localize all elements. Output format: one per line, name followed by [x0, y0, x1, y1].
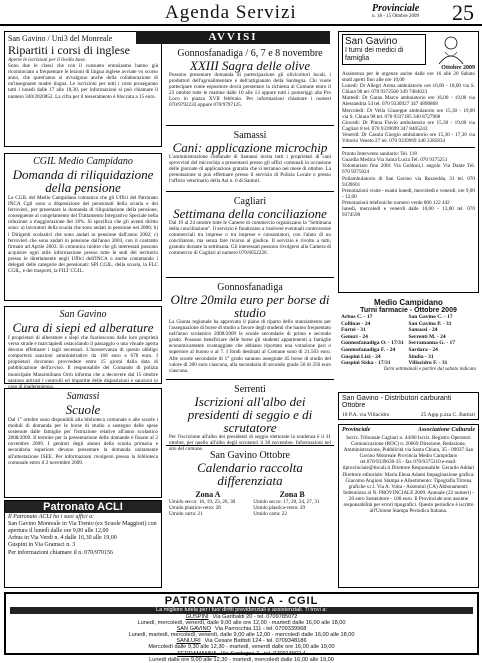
- acli-footer: Per informazioni chiamare il n. 070/970156: [8, 550, 113, 556]
- inca-text: Via Parrocchia 111 - tel. 0709339968: [214, 626, 307, 633]
- zone-a-row: Umido secco: 16, 19, 23, 26, 30: [169, 499, 236, 505]
- acli-box: [4, 500, 162, 588]
- article-siepi: [4, 306, 162, 390]
- farmacia-entry: Serramanna G. - 17: [408, 340, 455, 347]
- article-kicker: San Gavino: [59, 309, 107, 320]
- inca-city: SAN GAVINO: [176, 626, 211, 633]
- article-headline: XXIII Sagra delle olive: [189, 58, 311, 73]
- inca-city: SERRAMANNA: [177, 650, 217, 657]
- article-headline: Oltre 20mila euro per borse di studio: [170, 292, 330, 320]
- farmacia-entry: Gonnosfanadiga O. - 17/31: [341, 340, 404, 347]
- article-kicker: San Gavino Ottobre: [210, 450, 290, 461]
- zone-b-row: Umido plastica-vetro: 29: [253, 505, 306, 512]
- medici-extra: Prenotazioni telefoniche numero verde 800 122 442: [342, 199, 450, 206]
- carburanti-entry: 25 Agip p.zza C. Battisti: [420, 412, 475, 418]
- medici-intro: Assistenza per le urgenze anche dalle ore 16 alle 20 Sabato studi aperti fino alle ore 10,00: [342, 71, 475, 84]
- article-headline: Iscrizioni all'albo dei presidenti di seggio e di scrutatore: [187, 394, 313, 435]
- article-body: Dal 1° ottobre sono disponibili alla biblioteca comunale e alle scuole i moduli di domanda per le borse di studio a sostegno delle spese sostenute dalle famiglie per l'istruzione relative all'anno scolastico 2008/2009. Il termine per la presentazione delle domande è fissato al 2 novembre 2009. I genitori degli alunni della scuola primaria e secondaria superiore devono presentare la domanda unitamente all'attestazione ISEE. Per informazioni rivolgersi presso la biblioteca comunale entro il 2 novembre 2009.: [8, 417, 158, 466]
- article-kicker: Gonnosfanadiga / 6, 7 e 8 novembre: [177, 48, 323, 59]
- article-body: La CGIL del Medio Campidano comunica che gli Uffici del Patronato INCA Cgil sono a disposizione dei pensionati della scuola e dei ferrovieri, per presentare la domanda di riliquidazione della pensione, conseguente al congelamento del Trattamento Integrativo Speciale nella riduzione a maggiorazione del 18%. Si specifica che gli aventi diritto sono: a) lavoratori della scuola che sono andati in pensione nel 2006; b) i Dirigenti scolastici che sono andati in pensione dall'anno 2002; c) ferrovieri che sono andati in pensione dall'anno 2003, con il contratto firmato ad Aprile 2003. Si comunica inoltre che gli interessati possono acquisire ogni utile informazione presso tutte le sedi del territorio presso le direttamente negli Uffici dell'INCA o anche contattando i delegati delle categorie dei pensionati: SPI CGIL, della scuola, la FLC CGIL, e dei trasporti, la FILT CGIL.: [8, 195, 158, 275]
- doctor-illustration: [429, 34, 475, 64]
- medici-row: Martedì: Dr Garau Marco ambulatorio ore 16,00 - 19,00 via Alessandria 54 tel. 070 9330927 347 4890868: [342, 95, 475, 108]
- farmacia-entry: Sindia - 31: [408, 353, 434, 360]
- zone-b-row: Umido secco: 17, 20, 24, 27, 31: [253, 499, 320, 505]
- rifiuti-box: [166, 448, 334, 526]
- inca-city: SANLURI: [176, 638, 201, 645]
- farmacia-entry: Guspini Lixi - 24: [341, 353, 381, 360]
- article-body: Sono due le classi che con il consueto entusiasmo hanno già ricominciato a frequentare le lezioni di lingua inglese avviate vo scorso anno, che quest'anno si avvalgono anche della collaborazione di un'insegnante madre lingua. Le iscrizioni per tutti i corsi proseguono tutti i lunedì dalle 17 alle 18,30, per informazioni si può chiamare il numero 340/2820852. La cifra per il tesseramento è bloccata a 15 euro.: [8, 63, 158, 100]
- medici-row: Giovedì: Dr Pinna Flavio ambulatorio ore 15,30 - 19,00 via Cagliari 8 tel. 070 9339699 347 8405243: [342, 119, 475, 132]
- acli-intro: Il Patronato ACLI ha i suoi uffici a:: [8, 514, 95, 520]
- page-header: [0, 0, 482, 26]
- article-headline: Settimana della conciliazione: [173, 206, 327, 221]
- farmacie-subtitle: Turni farmacie - Ottobre 2009: [360, 307, 457, 314]
- medici-extra: Volontariato fino 2001 Via Goldoni,1 angolo Via Dante Tel. 070 9375024: [342, 163, 475, 176]
- article-body: I proprietari di alberature e siepi che fuoriescono dalle loro proprietà verso strade e marciapiedi ostacolando il passaggio o una visuale aperta devono effettuare i tagli necessari. L'inosservanza di questo obbligo comporterà sanzioni amministrative da 168 euro a 678 euro. I proprietari dovranno provvedere entro 15 giorni dalla data di pubblicazione dell'avviso. Il responsabile del Comando di polizia municipale Massimiliano Orrù informa che a decorrere dal 15 ottobre saranno attivati i controlli ed impartite delle disposizioni e sanzioni in caso di inadempienza.: [8, 335, 158, 390]
- medici-title: San Gavino: [345, 36, 398, 47]
- inca-text: Lunedì, mercoledì, venerdì, dalle 9,00 alle ore 12,00 - martedì dalle 16,00 alle 18,00: [137, 620, 346, 627]
- inca-text: Via Cesare Battisti 124 - tel. 0709348186: [204, 638, 307, 645]
- farmacia-entry: Samassi - 24: [408, 327, 438, 334]
- issue-date: n. 18 - 15 Ottobre 2009: [372, 14, 419, 19]
- article-kicker: CGIL Medio Campidano: [33, 156, 133, 167]
- farmacie-note: Turni settimanali e partire dal sabato indicato: [383, 366, 476, 372]
- zone-b-row: Umido carta: 22: [253, 511, 287, 518]
- medici-row: Lunedì: Dr Allegri Arena ambulatorio ore 16,00 - 18,00 via S. Chiara 98 tel. 070 9372560 349 7484023: [342, 83, 475, 96]
- farmacia-entry: Sardara - 24: [408, 346, 438, 353]
- medici-extra: Prenotazioni visite - esami lunedì, mercoledì e venerdì, ore 9,00 - 12,00: [342, 187, 475, 200]
- article-inglese: [4, 31, 162, 147]
- medici-extra: lunedì, mercoledì e venerdì dalle 10,00 - 13,00 tel. 070 9374590: [342, 205, 475, 219]
- medici-row: Venerdì: Dr Casula Giorgio ambulatorio ore 15,30 - 17,30 via Vittorio Veneto 27 tel. 070 9339969 340 3385834: [342, 131, 475, 145]
- medici-box: [338, 31, 479, 293]
- article-kicker: Gonnosfanadiga: [217, 282, 283, 293]
- medici-subtitle: I turni dei medici di famiglia: [345, 47, 404, 62]
- carburanti-entry: 18 P.A. via Villacidro: [342, 412, 390, 418]
- article-borse: [166, 280, 334, 380]
- article-headline: Ripartiti i corsi di inglese: [8, 43, 130, 57]
- zone-a-row: Umido plastica-vetro: 28: [169, 505, 221, 512]
- section-title: Agenda Servizi: [165, 2, 297, 23]
- inca-text: Mercoledì dalle 9,30 alle 12,30 - martedì, venerdì dalle ore 16,00 alle 19,00: [148, 644, 335, 651]
- inca-text: Lunedì dalle ore 9,00 alle 12,30 - martedì, mercoledì dalle 16,00 alle 19,00: [149, 656, 334, 663]
- inca-title: PATRONATO INCA - CGIL: [164, 595, 319, 607]
- carburanti-title: San Gavino - Distributori carburanti Ottobre: [342, 395, 452, 409]
- medici-month: Ottobre 2009: [441, 65, 475, 71]
- article-conciliazione: [166, 194, 334, 278]
- inca-text: Lunedì, martedì, mercoledì, venerdì, dalle 9,00 alle 12,00 - mercoledì dalle 16,00 alle 18,00: [128, 632, 355, 639]
- article-body: Possono presentare domanda di partecipazione gli olivicoltori locali, i produttori dell'agroalimentare e dell'artigianato della Sardegna. Chi vuole partecipare come espositore dovrà presentare la richiesta al Comune entro il 23 ottobre tutte le mattine dalle 10 alle 13 oppure tutti i pomeriggi alla Pro Loco in piazza XVII febbraio. Per informazioni chiamare i numeri 070/9792233 oppure 070/9797125.: [169, 72, 331, 109]
- article-headline: Calendario raccolta differenziata: [197, 460, 303, 488]
- acli-item: Arbus in Via Verdi n. 4 dalle 16,30 alle 19,00: [8, 535, 117, 541]
- article-headline: Cura di siepi ed alberature: [12, 320, 154, 335]
- farmacia-entry: Collinas - 24: [341, 320, 371, 327]
- farmacia-entry: San Gavino C. - 17: [408, 314, 453, 320]
- inca-subtitle: La migliore tutela per i tuoi diritti previdenziali e assistenziali. Ti trovi a:: [10, 607, 473, 614]
- article-headline: Cani: applicazione microchip: [172, 140, 328, 155]
- article-kicker: Cagliari: [233, 196, 267, 207]
- article-kicker: San Gavino / Uni3 del Monreale: [8, 34, 113, 43]
- acli-item: San Gavino Monreale in Via Trento (ex Scuole Maggiori) con apertura il lunedì dalle ore 9,00 alle 12,00: [8, 521, 157, 534]
- farmacia-entry: Arbus C. - 17: [341, 314, 373, 320]
- colophon-text: Iscriz. Tribunale Cagliari n. 44/80 Iscriz. Registro Operatori Comunicazione (ROC) n. 20669 Direzione, Redazione, Amministrazione, Pubblicità via Santa Chiara, 35 - 09037 San Gavino Monreale Provincia Medio Campidano tel.070/9339630-35 - fax 070/9375310 e-mail: ilprovinciale@tiscali.it Direttore Responsabile: Gerardo Addari Direttore editoriale: Maria Elena Adami Impaginazione grafica: Giacomo Angioni Stampa e Allestimento: Tipografia Tirrena grafiche s.r.l. Via A. Volta - Assemini (CA) Abbonamenti: Indennizzo al N. PROVINCIALE 2009. Annuale (22 numeri) - 20 euro Sostenitore - 100 euro. Il Provinciale non assume responsabilità per errori tipografici. Questo periodico è iscritto all'Unione Stampa Periodica Italiana.: [342, 435, 475, 515]
- medici-extra: Poliambulatorio di San Gavino via Ruzzedda, 31 tel. 070 9339601: [342, 175, 475, 188]
- acli-banner: Patronato ACLI: [5, 501, 161, 513]
- medici-row: Mercoledì: Dr Vella Giuseppe ambulatorio ore 15,30 - 19,00 via S. Chiara 98 tel. 070 9337185 340 8727968: [342, 107, 475, 120]
- farmacie-box: [338, 296, 479, 390]
- article-body: La Giunta regionale ha approvato il piano di riparto dello stanziamento per l'assegnazione di borse di studio a favore degli studenti che hanno frequentato nell'anno scolastico 2008/2009 le scuole secondarie di primo e secondo grado. Possono beneficiare delle borse gli studenti appartenenti a famiglie economicamente svantaggiate che abbiano riportato una votazione pari o superiore al buono o al 7. I fondi destinati al Comune sono di 21.563 euro. Alle scuole secondarie di 1° grado saranno assegnate 45 borse di studio del valore di 200 euro ciascuna, alla secondaria di secondo grado 50 di 250 euro ciascuna.: [169, 319, 331, 374]
- article-sagra: [166, 46, 334, 126]
- article-kicker: Samassi: [233, 130, 267, 141]
- farmacie-title: Medio Campidano: [374, 298, 443, 307]
- article-scuole: [4, 388, 162, 498]
- article-cani: [166, 128, 334, 192]
- inca-text: Via Sardegna 7 - tel. 070913902 4: [220, 650, 306, 657]
- zone-a-label: Zona A: [195, 490, 221, 499]
- farmacia-entry: Guspini Siska - 17/31: [341, 360, 391, 367]
- farmacia-entry: Gonnosfanadiga F. - 24: [341, 346, 396, 353]
- article-kicker: Serrenti: [234, 384, 266, 395]
- article-headline: Domanda di riliquidazione della pensione: [12, 167, 154, 195]
- inca-text: Via Garibaldi 20 - tel. 0709785072: [212, 614, 298, 620]
- page-number: 25: [452, 0, 474, 25]
- farmacia-entry: San Gavino P. - 31: [408, 320, 452, 327]
- article-headline: Scuole: [65, 402, 101, 417]
- farmacia-entry: Villacidro F. - 31: [408, 360, 448, 367]
- masthead-logo: Provinciale: [372, 3, 420, 14]
- colophon-logo-assoc: Associazione Culturale: [417, 427, 475, 433]
- article-serrenti: [166, 382, 334, 453]
- farmacia-entry: Furtei - 31: [341, 327, 366, 334]
- article-body: Dal 19 al 24 ottobre tutte le Camere di commercio organizzano la "Settimana della conciliazione". Il servizio è finalizzato a risolvere eventuali controversie commerciali tra imprese o tra imprese e consumatori, con l'aiuto di un conciliatore, ma senza fare ricorso al giudice. Il servizio è rivolto a tutti, gratuito durante la settimana. Gli interessati possono rivolgersi alla Camera di commercio di Cagliari al numero 070/6052226.: [169, 220, 331, 257]
- colophon-box: [338, 424, 479, 588]
- medici-extra: Pronto Intervento sanitario: Tel. 118: [342, 151, 417, 158]
- article-lead: Aperte le iscrizioni per il livello base.: [8, 57, 87, 63]
- article-body: L'amministrazione comunale di Samassi invita tutti i proprietari di cani sprovvisti del microchip a presentarsi presso gli uffici comunali in occasione delle giornate di applicazione gratuita che si terranno nel mese di ottobre. La prenotazione si può effettuare presso il servizio di Polizia Locale o presso l'ufficio veterinario della Asl n. 6 di Sanluri.: [169, 154, 331, 185]
- carburanti-box: [338, 392, 479, 420]
- article-body: Per l'iscrizione all'albo dei presidenti di seggio elettorale la scadenza è il 31 ottobre, per quello all'albo degli scrutatori il 30 novembre. Informazioni nel sito del comune.: [169, 434, 331, 453]
- inca-city: GUSPINI: [185, 614, 209, 620]
- acli-item: Guspini in Via Gramsci n. 3: [8, 542, 76, 548]
- zone-a-row: Umido carta: 21: [169, 511, 203, 518]
- article-kicker: Samassi: [66, 391, 100, 402]
- colophon-logo: Provinciale: [342, 427, 371, 433]
- zone-b-label: Zona B: [279, 490, 305, 499]
- avvisi-banner: AVVISI: [136, 31, 330, 44]
- inca-box: [4, 592, 479, 663]
- article-cgil: [4, 153, 162, 301]
- farmacia-entry: Genuri - 24: [341, 333, 368, 340]
- medici-extra: Guardia Medica Via Santa Lucia Tel. 070 9375251: [342, 157, 448, 164]
- inca-row: [10, 657, 473, 663]
- farmacia-entry: Serrenti M. - 24: [408, 333, 446, 340]
